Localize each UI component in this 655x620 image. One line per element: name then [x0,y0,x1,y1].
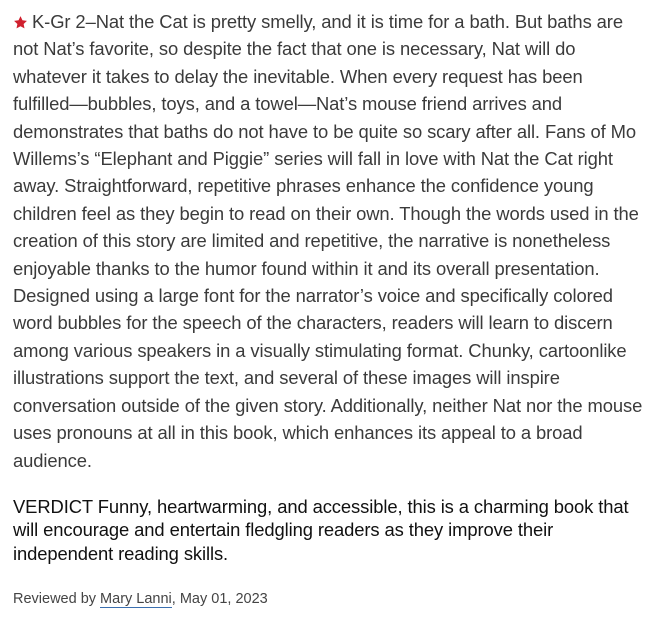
byline-prefix: Reviewed by [13,591,97,608]
verdict: VERDICT Funny, heartwarming, and accessible, this is a charming book that will encourage and entertain fledgling readers as they improve their independent reading skills. [13,495,629,564]
review-date: , May 01, 2023 [171,591,268,608]
grade-dash: – [85,11,96,32]
review-text: Nat the Cat is pretty smelly, and it is time for a bath. But baths are not Nat’s favorite, so despite the fact that one is necessary, Nat will do whatever it takes to delay the inevitable. When every request has been fulfilled—bubbles, toys, and a towel—Nat’s mouse friend arrives and demonstrates that baths do not have to be quite so scary after all. Fans of Mo Willems’s “Elephant and Piggie” series will fall in love with Nat the Cat right away. Straightforward, repetitive phrases enhance the confidence young children feel as they begin to read on their own. Though the words used in the creation of this story are limited and repetitive, the narrative is nonetheless enjoyable thanks to the humor found within it and its overall presentation. Designed using a large font for the narrator’s voice and specifically colored word bubbles for the speech of the characters, readers will learn to discern among various speakers in a visually stimulating format. Chunky, cartoonlike illustrations support the text, and several of these images will inspire conversation outside of the given story. Additionally, neither Nat nor the mouse uses pronouns at all in this book, which enhances its appeal to a broad audience. [13,11,643,471]
grade-range: K-Gr 2 [32,11,86,32]
byline [13,589,643,609]
reviewer-link[interactable]: Mary Lanni [100,591,172,608]
star-icon [13,15,28,30]
review-article [13,8,643,609]
review-body [13,8,643,474]
